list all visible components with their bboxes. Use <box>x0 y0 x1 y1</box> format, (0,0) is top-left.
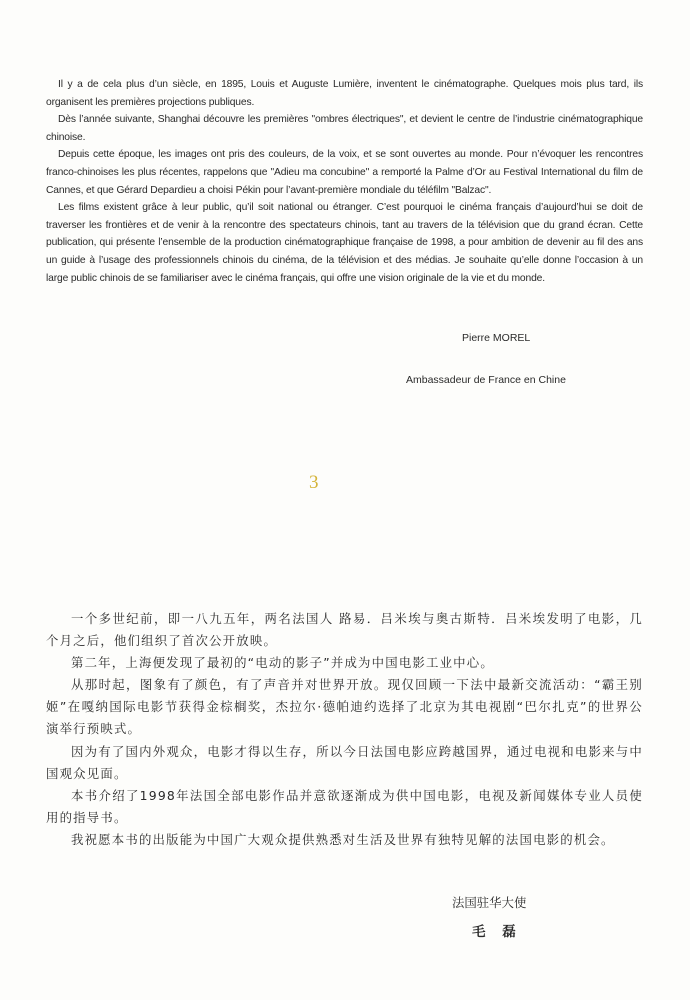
french-paragraph: Dès l’année suivante, Shanghai découvre les premières "ombres électriques", et devient le centre de l’industrie cinématographique chinoise. <box>46 114 643 143</box>
french-signature-name: Pierre MOREL <box>462 332 531 344</box>
chinese-paragraph: 一个多世纪前，即一八九五年，两名法国人 路易．吕米埃与奥古斯特．吕米埃发明了电影，几个月之后，他们组织了首次公开放映。 <box>46 611 643 649</box>
french-paragraph: Les films existent grâce à leur public, qu’il soit national ou étranger. C’est pourquoi le cinéma français d’aujourd’hui se doit de traverser les frontières et de venir à la rencontre des spectateurs chinois, tant au travers de la télévision que du grand écran. Cette publication, qui présente l’ensemble de la production cinématographique française de 1998, a pour ambition de devenir au fil des ans un guide à l’usage des professionnels chinois du cinéma, de la télévision et des médias. Je souhaite qu’elle donne l’occasion à un large public chinois de se familiariser avec le cinéma français, qui offre une vision originale de la vie et du monde. <box>46 202 643 284</box>
french-foreword <box>46 76 643 287</box>
chinese-signature-name: 毛 磊 <box>472 924 522 940</box>
page-number: 3 <box>309 472 319 493</box>
chinese-paragraph: 第二年，上海便发现了最初的“电动的影子”并成为中国电影工业中心。 <box>71 655 494 671</box>
chinese-paragraph: 本书介绍了1998年法国全部电影作品并意欲逐渐成为供中国电影，电视及新闻媒体专业人员使用的指导书。 <box>46 787 643 825</box>
french-signature-title: Ambassadeur de France en Chine <box>406 374 566 386</box>
chinese-signature-title: 法国驻华大使 <box>452 895 527 910</box>
french-paragraph: Il y a de cela plus d’un siècle, en 1895, Louis et Auguste Lumière, inventent le cinématographe. Quelques mois plus tard, ils organisent les premières projections publiques. <box>46 79 643 108</box>
chinese-paragraph: 从那时起，图象有了颜色，有了声音并对世界开放。现仅回顾一下法中最新交流活动：“霸王别姬”在嘎纳国际电影节获得金棕榈奖，杰拉尔·德帕迪约选择了北京为其电视剧“巴尔扎克”的世界公演举行预映式。 <box>46 677 643 737</box>
french-paragraph: Depuis cette époque, les images ont pris des couleurs, de la voix, et se sont ouvertes au monde. Pour n’évoquer les rencontres franco-chinoises les plus récentes, rappelons que "Adieu ma concubine" a remporté la Palme d’Or au Festival International du film de Cannes, et que Gérard Depardieu a choisi Pékin pour l’avant-première mondiale du téléfilm "Balzac". <box>46 149 643 196</box>
chinese-paragraph: 因为有了国内外观众，电影才得以生存，所以今日法国电影应跨越国界，通过电视和电影来与中国观众见面。 <box>46 743 643 781</box>
chinese-paragraph: 我祝愿本书的出版能为中国广大观众提供熟悉对生活及世界有独特见解的法国电影的机会。 <box>71 831 615 847</box>
chinese-foreword <box>46 608 643 851</box>
